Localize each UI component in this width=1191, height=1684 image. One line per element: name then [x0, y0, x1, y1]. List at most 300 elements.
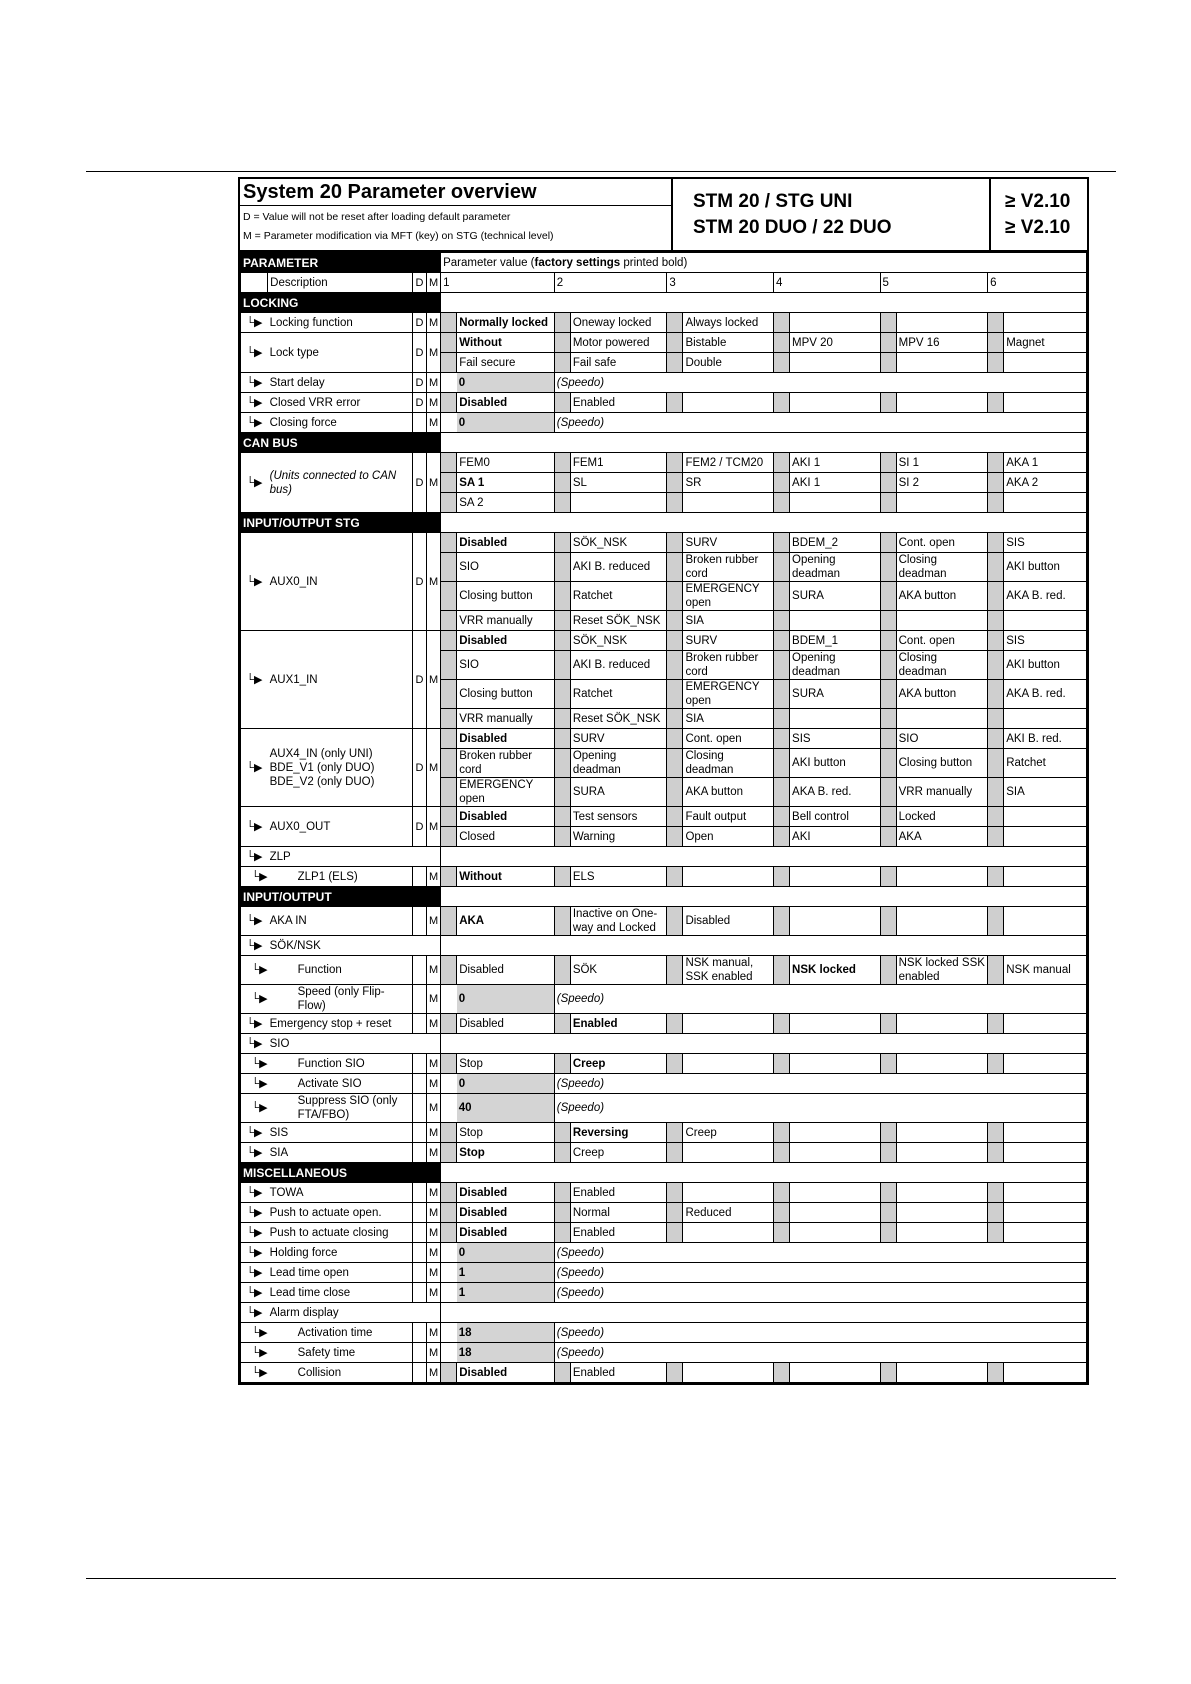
value-cell: [1004, 1143, 1087, 1163]
d-flag: [412, 1263, 426, 1283]
parameter-label: Emergency stop + reset: [268, 1014, 413, 1034]
value-cell: [790, 313, 881, 333]
value-swatch: [554, 1123, 570, 1143]
value-swatch: [554, 453, 570, 473]
value-cell: Always locked: [683, 313, 774, 333]
arrow-col-header: [241, 273, 268, 293]
parameter-row: [241, 333, 1087, 353]
value-swatch: [441, 453, 457, 473]
value-col-4-header: 4: [773, 273, 880, 293]
value-cell: [896, 393, 988, 413]
value-cell: EMERGENCY open: [683, 680, 774, 709]
value-cell: 0: [457, 1243, 555, 1263]
parameter-row: [241, 1263, 1087, 1283]
value-swatch: [441, 413, 457, 433]
value-cell: FEM0: [457, 453, 555, 473]
value-cell: SIA: [1004, 778, 1087, 807]
description-header: Description: [268, 273, 413, 293]
d-flag: [412, 1094, 426, 1123]
value-cell: Enabled: [570, 1363, 667, 1383]
header-left: [240, 179, 673, 250]
value-cell: [683, 1143, 774, 1163]
value-swatch: [988, 473, 1004, 493]
value-swatch: [773, 582, 789, 611]
value-cell: AKI button: [1004, 651, 1087, 680]
value-cell: BDEM_1: [790, 631, 881, 651]
value-cell: [790, 1143, 881, 1163]
value-cell: FEM2 / TCM20: [683, 453, 774, 473]
value-swatch: [773, 749, 789, 778]
value-swatch: [880, 533, 896, 553]
value-swatch: [441, 611, 457, 631]
parameter-label: Safety time: [268, 1343, 413, 1363]
value-swatch: [667, 709, 683, 729]
value-cell: [896, 353, 988, 373]
value-cell: AKI B. reduced: [570, 553, 667, 582]
value-cell: Opening deadman: [790, 651, 881, 680]
value-swatch: [441, 956, 457, 985]
value-swatch: [441, 729, 457, 749]
value-cell: Enabled: [570, 1183, 667, 1203]
parameter-row: [241, 1014, 1087, 1034]
arrow-icon: └▶: [241, 907, 268, 936]
section-spacer: [441, 513, 1087, 533]
value-swatch: [441, 778, 457, 807]
value-cell: Stop: [457, 1054, 555, 1074]
d-header: D: [412, 273, 426, 293]
m-flag: M: [427, 1263, 441, 1283]
value-cell: [790, 1054, 881, 1074]
group-label: SIO: [268, 1034, 441, 1054]
value-swatch: [667, 1203, 683, 1223]
d-flag: [412, 1283, 426, 1303]
value-cell: AKI 1: [790, 473, 881, 493]
value-swatch: [773, 353, 789, 373]
d-flag: [412, 1223, 426, 1243]
m-flag: M: [427, 729, 441, 807]
value-cell: Disabled: [457, 1183, 555, 1203]
m-flag: M: [427, 985, 441, 1014]
d-flag: [412, 1363, 426, 1383]
value-cell: VRR manually: [457, 611, 555, 631]
value-swatch: [773, 651, 789, 680]
parameter-label: Push to actuate closing: [268, 1223, 413, 1243]
parameter-label: Activate SIO: [268, 1074, 413, 1094]
value-cell: Ratchet: [570, 680, 667, 709]
value-cell: 1: [457, 1263, 555, 1283]
value-cell: Disabled: [457, 807, 555, 827]
value-cell: Closing deadman: [896, 651, 988, 680]
value-swatch: [773, 729, 789, 749]
value-cell: VRR manually: [896, 778, 988, 807]
d-flag: D: [412, 373, 426, 393]
m-flag: M: [427, 1203, 441, 1223]
value-swatch: [988, 1203, 1004, 1223]
value-cell: BDEM_2: [790, 533, 881, 553]
value-cell: Creep: [570, 1143, 667, 1163]
value-cell: [1004, 867, 1087, 887]
value-swatch: [441, 393, 457, 413]
value-swatch: [667, 1123, 683, 1143]
value-cell: [683, 1363, 774, 1383]
value-cell: Bell control: [790, 807, 881, 827]
value-swatch: [773, 827, 789, 847]
arrow-icon: └▶: [241, 1054, 268, 1074]
value-swatch: [667, 393, 683, 413]
value-swatch: [988, 807, 1004, 827]
value-cell: Closing deadman: [896, 553, 988, 582]
value-swatch: [880, 680, 896, 709]
parameter-row: [241, 1323, 1087, 1343]
arrow-icon: └▶: [241, 847, 268, 867]
value-swatch: [988, 333, 1004, 353]
value-cell: NSK manual, SSK enabled: [683, 956, 774, 985]
value-swatch: [773, 493, 789, 513]
value-swatch: [988, 1054, 1004, 1074]
value-swatch: [988, 1123, 1004, 1143]
value-heading-outro: printed bold): [620, 256, 688, 269]
value-cell: [790, 1014, 881, 1034]
value-cell: [683, 1223, 774, 1243]
value-cell: [1004, 393, 1087, 413]
value-cell: 18: [457, 1323, 555, 1343]
value-cell: AKI: [790, 827, 881, 847]
model-uni: STM 20 / STG UNI: [693, 191, 853, 212]
value-swatch: [441, 1094, 457, 1123]
value-cell: SIO: [896, 729, 988, 749]
value-swatch: [880, 1363, 896, 1383]
value-swatch: [441, 907, 457, 936]
value-swatch: [988, 1223, 1004, 1243]
d-flag: [412, 1054, 426, 1074]
value-cell: NSK locked SSK enabled: [896, 956, 988, 985]
section-title: CAN BUS: [241, 433, 441, 453]
value-swatch: [554, 1143, 570, 1163]
arrow-icon: └▶: [241, 1203, 268, 1223]
arrow-icon: └▶: [241, 1363, 268, 1383]
d-flag: D: [412, 453, 426, 513]
m-flag: M: [427, 907, 441, 936]
value-swatch: [773, 1123, 789, 1143]
value-cell: [896, 1143, 988, 1163]
value-swatch: [441, 1243, 457, 1263]
parameter-row: [241, 1143, 1087, 1163]
value-cell: [790, 1183, 881, 1203]
value-cell: AKI B. reduced: [570, 651, 667, 680]
value-cell: Normal: [570, 1203, 667, 1223]
value-cell: SURA: [570, 778, 667, 807]
arrow-icon: └▶: [241, 1323, 268, 1343]
m-header: M: [427, 273, 441, 293]
value-swatch: [554, 709, 570, 729]
value-swatch: [667, 611, 683, 631]
parameter-row: [241, 1343, 1087, 1363]
value-swatch: [880, 553, 896, 582]
value-swatch: [880, 709, 896, 729]
value-cell: Reset SÖK_NSK: [570, 611, 667, 631]
value-swatch: [880, 493, 896, 513]
parameter-label: Lead time close: [268, 1283, 413, 1303]
value-swatch: [880, 956, 896, 985]
parameter-row: [241, 1074, 1087, 1094]
value-cell: SÖK_NSK: [570, 631, 667, 651]
value-swatch: [773, 333, 789, 353]
group-spacer: [441, 936, 1087, 956]
value-cell: Closed: [457, 827, 555, 847]
d-flag: D: [412, 807, 426, 847]
value-swatch: [667, 907, 683, 936]
arrow-icon: └▶: [241, 333, 268, 373]
value-swatch: [773, 611, 789, 631]
value-cell: [1004, 1363, 1087, 1383]
header-versions: [991, 179, 1087, 250]
value-heading-bold: factory settings: [534, 256, 621, 269]
value-swatch: [988, 956, 1004, 985]
header-models: [673, 179, 991, 250]
top-rule: [86, 171, 1116, 172]
value-cell: [790, 353, 881, 373]
value-swatch: [988, 393, 1004, 413]
value-swatch: [441, 313, 457, 333]
value-cell: AKI button: [1004, 553, 1087, 582]
value-cell: [896, 1203, 988, 1223]
value-swatch: [554, 631, 570, 651]
value-swatch: [667, 1183, 683, 1203]
value-swatch: [441, 493, 457, 513]
value-cell: Fault output: [683, 807, 774, 827]
value-cell: [896, 1223, 988, 1243]
m-flag: M: [427, 1223, 441, 1243]
value-swatch: [880, 1203, 896, 1223]
value-swatch: [554, 680, 570, 709]
value-swatch: [667, 778, 683, 807]
value-cell: Disabled: [457, 1203, 555, 1223]
section-title: LOCKING: [241, 293, 441, 313]
value-swatch: [554, 313, 570, 333]
value-swatch: [667, 533, 683, 553]
d-flag: D: [412, 333, 426, 373]
section-title: INPUT/OUTPUT: [241, 887, 441, 907]
version-uni: ≥ V2.10: [1005, 191, 1071, 212]
arrow-icon: └▶: [241, 1283, 268, 1303]
value-cell: [683, 1183, 774, 1203]
group-row: [241, 847, 1087, 867]
section-row: [241, 887, 1087, 907]
value-swatch: [667, 1223, 683, 1243]
value-swatch: [441, 749, 457, 778]
value-cell: SIS: [1004, 533, 1087, 553]
parameter-row: [241, 533, 1087, 553]
m-flag: M: [427, 1054, 441, 1074]
value-swatch: [441, 1014, 457, 1034]
page-title: System 20 Parameter overview: [240, 179, 671, 206]
value-cell: [683, 1054, 774, 1074]
m-flag: M: [427, 1323, 441, 1343]
value-swatch: [441, 1323, 457, 1343]
parameter-row: [241, 729, 1087, 749]
group-spacer: [441, 1303, 1087, 1323]
value-swatch: [988, 533, 1004, 553]
value-cell: [683, 393, 774, 413]
value-cell: [1004, 1014, 1087, 1034]
value-cell: [683, 1014, 774, 1034]
value-cell: [896, 1363, 988, 1383]
value-cell: AKA: [896, 827, 988, 847]
value-swatch: [441, 680, 457, 709]
value-cell-speedo: (Speedo): [554, 1243, 1086, 1263]
value-swatch: [773, 709, 789, 729]
value-swatch: [988, 680, 1004, 709]
d-flag: [412, 1014, 426, 1034]
value-swatch: [773, 473, 789, 493]
parameter-label: AUX0_IN: [268, 533, 413, 631]
arrow-icon: └▶: [241, 1263, 268, 1283]
value-cell-speedo: (Speedo): [554, 1323, 1086, 1343]
d-flag: [412, 907, 426, 936]
value-cell: AKA B. red.: [790, 778, 881, 807]
value-swatch: [880, 333, 896, 353]
section-row: [241, 293, 1087, 313]
value-cell: SURV: [570, 729, 667, 749]
m-flag: M: [427, 533, 441, 631]
value-cell: [896, 709, 988, 729]
parameter-label: SIS: [268, 1123, 413, 1143]
value-swatch: [988, 611, 1004, 631]
section-spacer: [441, 1163, 1087, 1183]
value-swatch: [554, 1223, 570, 1243]
parameter-sheet: [238, 177, 1089, 1385]
value-cell: Reduced: [683, 1203, 774, 1223]
value-swatch: [880, 807, 896, 827]
parameter-row: [241, 1094, 1087, 1123]
value-swatch: [554, 807, 570, 827]
value-swatch: [554, 582, 570, 611]
value-col-2-header: 2: [554, 273, 667, 293]
value-swatch: [880, 1223, 896, 1243]
value-cell: [896, 313, 988, 333]
value-swatch: [667, 956, 683, 985]
d-flag: D: [412, 729, 426, 807]
value-cell: FEM1: [570, 453, 667, 473]
value-swatch: [554, 393, 570, 413]
value-cell: Warning: [570, 827, 667, 847]
value-col-6-header: 6: [988, 273, 1087, 293]
value-cell: SÖK: [570, 956, 667, 985]
parameter-row: [241, 393, 1087, 413]
value-swatch: [554, 956, 570, 985]
m-flag: M: [427, 631, 441, 729]
value-swatch: [441, 473, 457, 493]
value-swatch: [554, 473, 570, 493]
value-cell: AKA button: [896, 680, 988, 709]
value-cell: Fail safe: [570, 353, 667, 373]
value-cell: [1004, 1123, 1087, 1143]
value-swatch: [441, 333, 457, 353]
value-swatch: [441, 1363, 457, 1383]
parameter-table: [240, 252, 1087, 1383]
value-cell: [896, 867, 988, 887]
value-swatch: [880, 473, 896, 493]
value-cell: Stop: [457, 1143, 555, 1163]
value-cell: [896, 1183, 988, 1203]
value-swatch: [773, 1223, 789, 1243]
arrow-icon: └▶: [241, 867, 268, 887]
arrow-icon: └▶: [241, 1223, 268, 1243]
note-d: D = Value will not be reset after loading default parameter: [243, 211, 511, 223]
parameter-label: Lock type: [268, 333, 413, 373]
value-cell: [896, 907, 988, 936]
value-cell: Test sensors: [570, 807, 667, 827]
value-cell: Creep: [570, 1054, 667, 1074]
d-flag: [412, 1243, 426, 1263]
value-swatch: [773, 778, 789, 807]
parameter-row: [241, 807, 1087, 827]
value-cell: [1004, 493, 1087, 513]
m-flag: M: [427, 1343, 441, 1363]
value-swatch: [880, 1183, 896, 1203]
value-cell: [1004, 1054, 1087, 1074]
value-cell: Disabled: [457, 956, 555, 985]
value-swatch: [441, 651, 457, 680]
value-cell: SÖK_NSK: [570, 533, 667, 553]
value-swatch: [988, 493, 1004, 513]
value-heading-intro: Parameter value (: [443, 256, 535, 269]
value-cell: [790, 867, 881, 887]
parameter-label: TOWA: [268, 1183, 413, 1203]
value-swatch: [441, 533, 457, 553]
value-cell: SA 1: [457, 473, 555, 493]
value-cell: Locked: [896, 807, 988, 827]
value-cell: [896, 1054, 988, 1074]
value-swatch: [667, 807, 683, 827]
group-spacer: [441, 1034, 1087, 1054]
value-cell: MPV 16: [896, 333, 988, 353]
value-cell: AKA 1: [1004, 453, 1087, 473]
value-swatch: [667, 553, 683, 582]
value-cell: Disabled: [683, 907, 774, 936]
value-swatch: [554, 1363, 570, 1383]
value-cell: Ratchet: [570, 582, 667, 611]
parameter-row: [241, 985, 1087, 1014]
sheet-header: [240, 179, 1087, 252]
m-flag: M: [427, 313, 441, 333]
value-swatch: [667, 729, 683, 749]
value-swatch: [988, 553, 1004, 582]
value-cell: Magnet: [1004, 333, 1087, 353]
value-swatch: [441, 985, 457, 1014]
d-flag: D: [412, 393, 426, 413]
value-cell: [790, 907, 881, 936]
value-swatch: [441, 709, 457, 729]
value-cell: SIO: [457, 553, 555, 582]
value-cell: Opening deadman: [790, 553, 881, 582]
value-cell: Broken rubber cord: [683, 651, 774, 680]
value-cell: Reversing: [570, 1123, 667, 1143]
value-cell: Enabled: [570, 1014, 667, 1034]
value-cell: [790, 1363, 881, 1383]
value-col-3-header: 3: [667, 273, 774, 293]
value-col-5-header: 5: [880, 273, 988, 293]
m-flag: M: [427, 1143, 441, 1163]
value-swatch: [441, 1074, 457, 1094]
m-flag: M: [427, 1094, 441, 1123]
value-cell: Enabled: [570, 393, 667, 413]
value-swatch: [773, 1014, 789, 1034]
group-spacer: [441, 847, 1087, 867]
section-row: [241, 1163, 1087, 1183]
value-swatch: [773, 867, 789, 887]
arrow-icon: └▶: [241, 1143, 268, 1163]
